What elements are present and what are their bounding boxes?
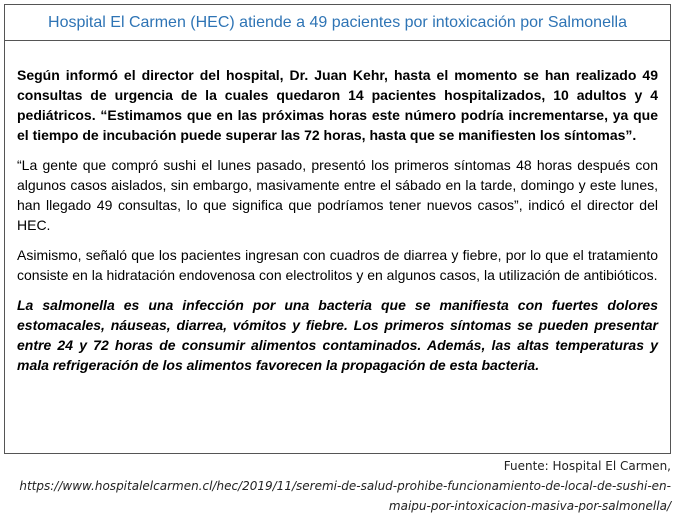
paragraph-salmonella-info: La salmonella es una infección por una bacteria que se manifiesta con fuertes dolores estomacales, náuseas, diarrea, vómitos y fiebre. Los primeros síntomas se pueden presentar entre 24 y 72 horas de consumir alimentos contaminados. Además, las altas temperaturas y mala refrigeración de los alimentos favorecen la propagación de esta bacteria. — [17, 297, 658, 373]
paragraph-quote: “La gente que compró sushi el lunes pasado, presentó los primeros síntomas 48 horas después con algunos casos aislados, sin embargo, masivamente entre el sábado en la tarde, domingo y este lunes, han llegado 49 consultas, lo que significa que podríamos tener nuevos casos”, indicó el director del HEC. — [17, 157, 658, 233]
source-label: Fuente: Hospital El Carmen, — [503, 459, 671, 473]
title-row — [5, 5, 670, 41]
source-url-line1[interactable]: https://www.hospitalelcarmen.cl/hec/2019/11/seremi-de-salud-prohibe-funcionamiento-de-local-de-sushi-en- — [19, 479, 671, 493]
article-body — [17, 65, 658, 385]
source-url-line2[interactable]: maipu-por-intoxicacion-masiva-por-salmonella/ — [388, 499, 671, 513]
source-citation — [11, 456, 671, 516]
paragraph-treatment: Asimismo, señaló que los pacientes ingresan con cuadros de diarrea y fiebre, por lo que el tratamiento consiste en la hidratación endovenosa con electrolitos y en algunos casos, la utilización de antibióticos. — [17, 247, 658, 283]
paragraph-director-statement: Según informó el director del hospital, Dr. Juan Kehr, hasta el momento se han realizado 49 consultas de urgencia de la cuales quedaron 14 pacientes hospitalizados, 10 adultos y 4 pediátricos. “Estimamos que en las próximas horas este número podría incrementarse, ya que el tiempo de incubación puede superar las 72 horas, hasta que se manifiesten los síntomas”. — [17, 67, 658, 143]
article-box — [4, 4, 671, 454]
article-title: Hospital El Carmen (HEC) atiende a 49 pacientes por intoxicación por Salmonella — [48, 13, 627, 31]
